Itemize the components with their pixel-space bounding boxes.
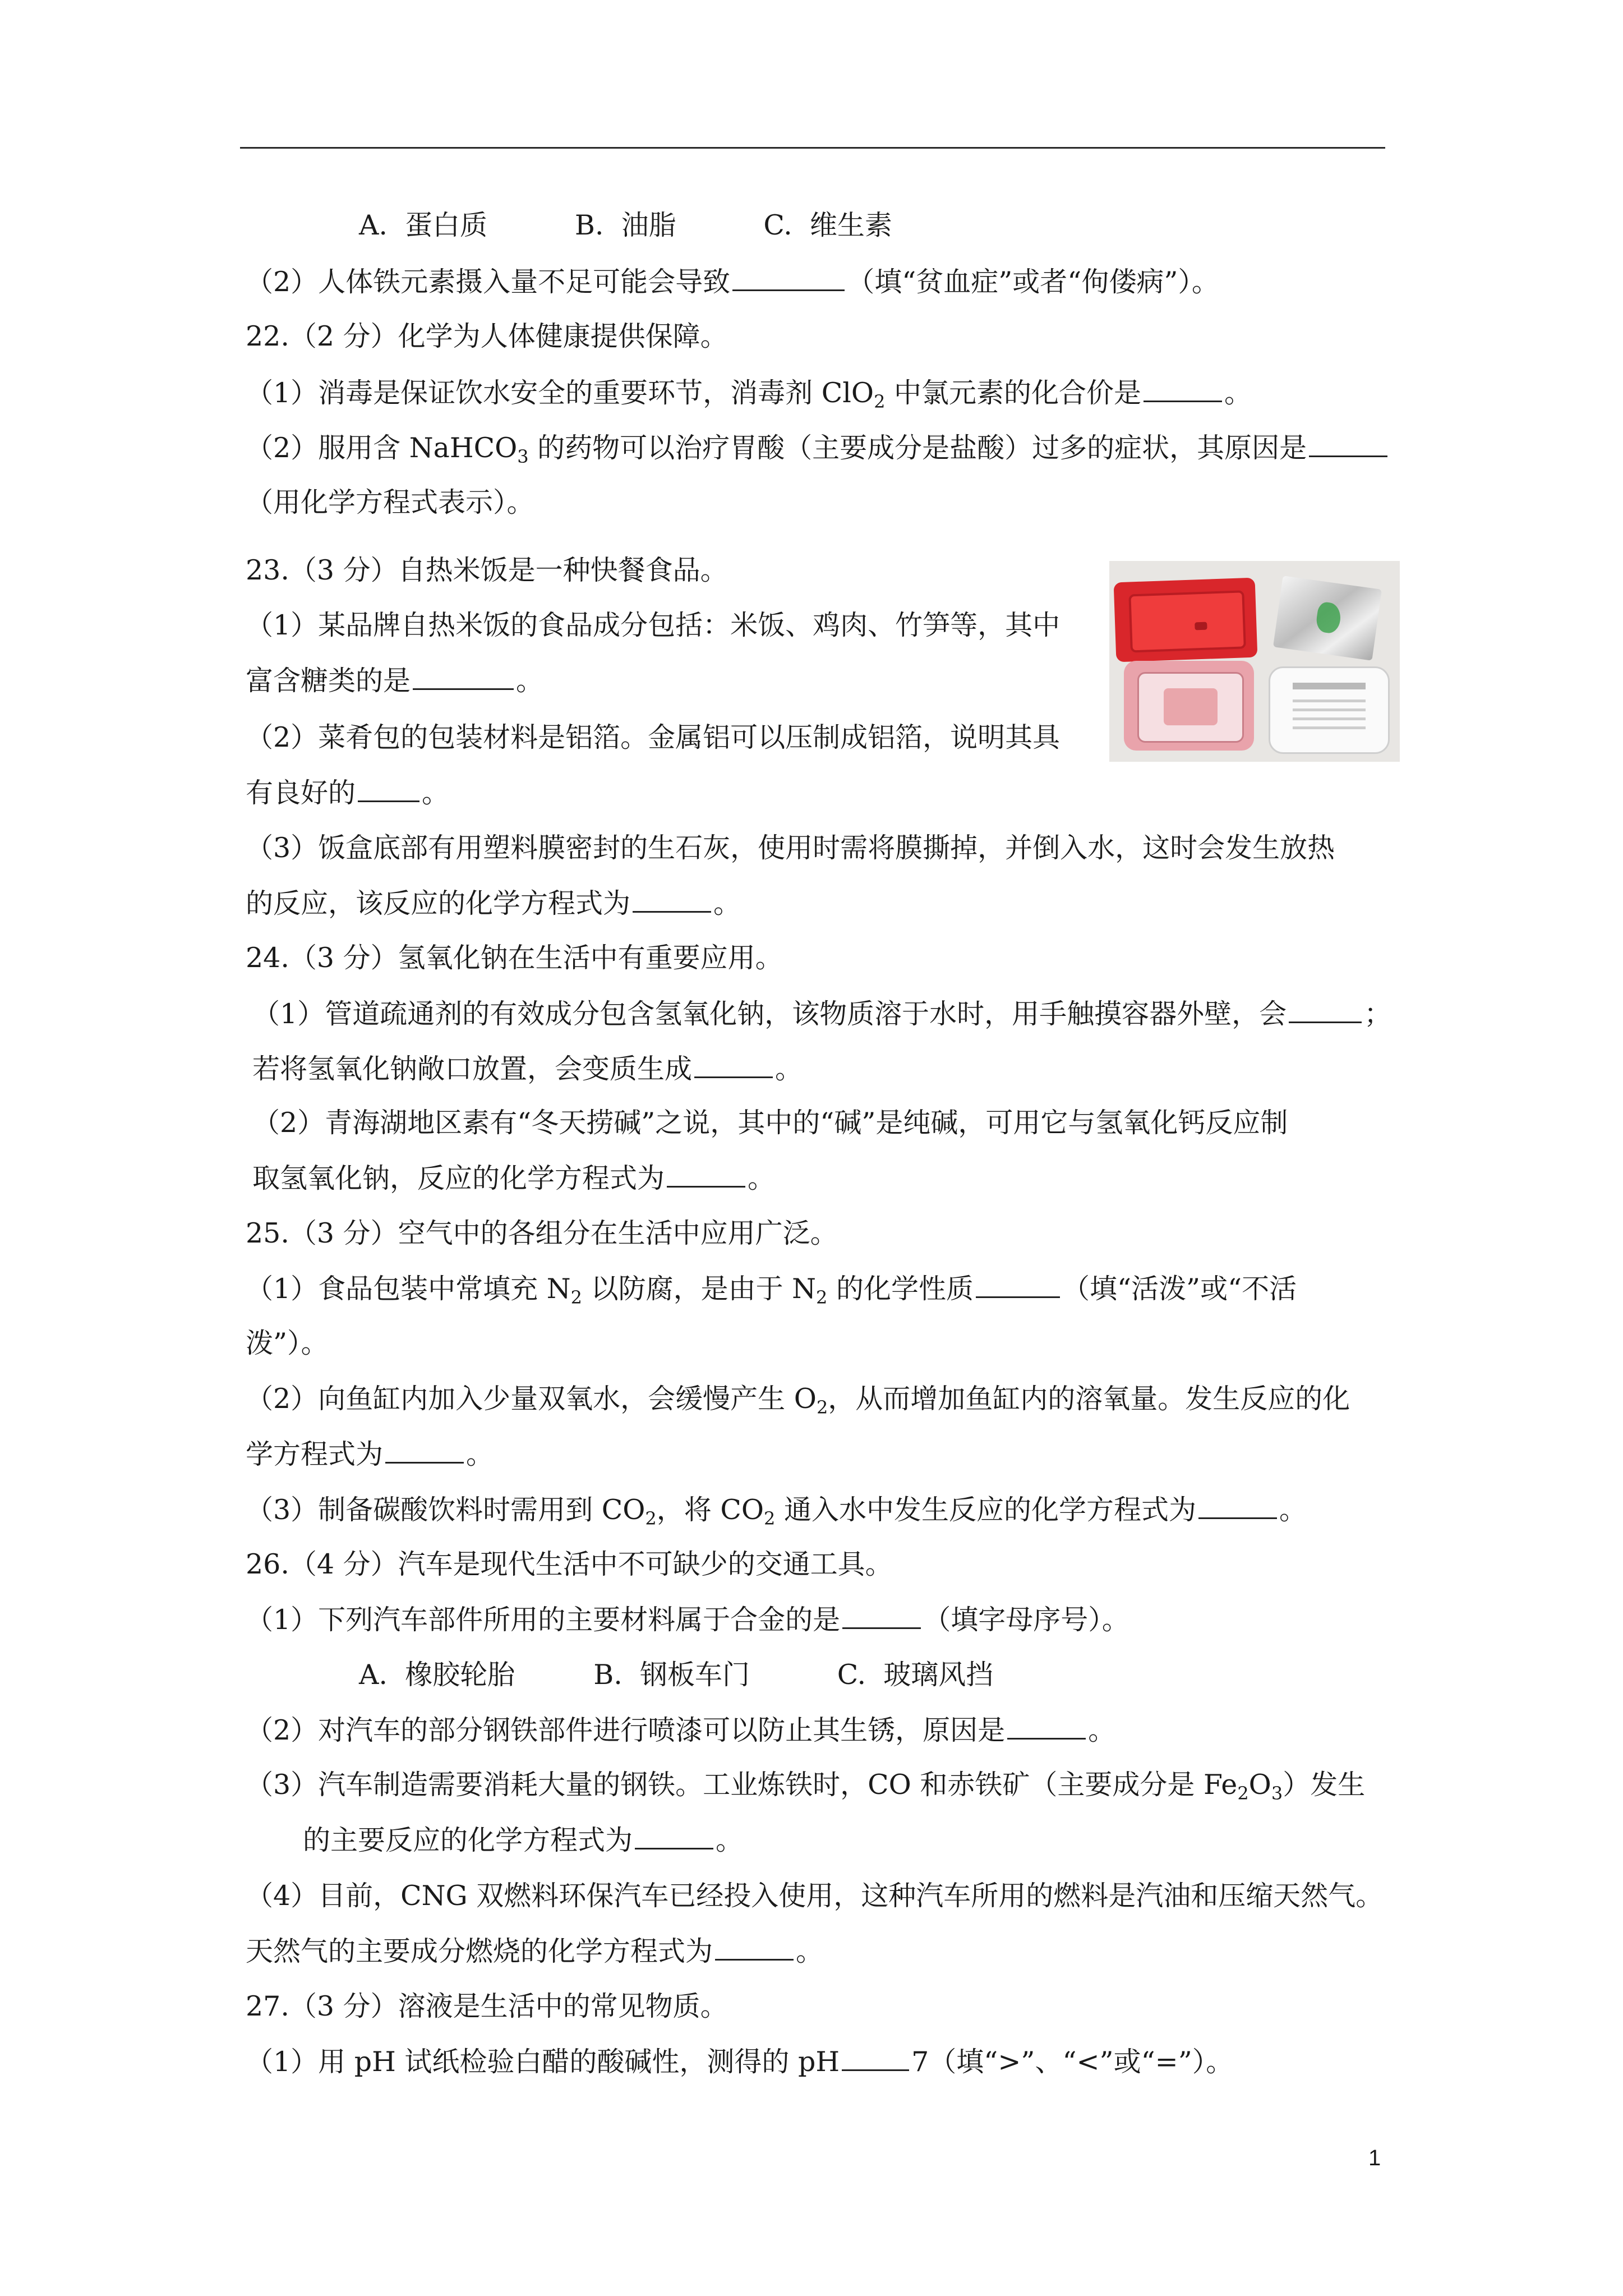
answer-blank[interactable]	[842, 2044, 909, 2071]
q23-part2-cont-text: 有良好的	[246, 777, 356, 809]
q23-part3-text: （3）饭盒底部有用塑料膜密封的生石灰，使用时需将膜撕掉，并倒入水，这时会发生放热	[246, 832, 1335, 864]
subscript: 3	[517, 446, 529, 467]
answer-blank[interactable]	[635, 1822, 713, 1849]
answer-blank[interactable]	[1289, 996, 1362, 1023]
q26-part2-text-end: 。	[1088, 1714, 1116, 1746]
q24-part2-line	[252, 1105, 1288, 1141]
q26-part2-text: （2）对汽车的部分钢铁部件进行喷漆可以防止其生锈，原因是	[246, 1714, 1006, 1746]
q21-options-line	[359, 208, 892, 243]
q25-part1-text-mid2: 的化学性质	[827, 1273, 974, 1305]
q26-part2-line	[246, 1712, 1115, 1748]
page-number: 1	[1368, 2146, 1381, 2170]
q25-heading	[246, 1216, 838, 1251]
q26-options-line	[359, 1657, 993, 1693]
subscript: 2	[874, 391, 886, 412]
q25-part2-text: （2）向鱼缸内加入少量双氧水，会缓慢产生 O	[246, 1383, 817, 1415]
q26-part3-cont-end: 。	[716, 1824, 744, 1856]
q22-part1-text-end: 。	[1224, 377, 1252, 409]
q23-part1-cont-text: 富含糖类的是	[246, 665, 411, 697]
answer-blank[interactable]	[732, 264, 845, 291]
q23-part1-line	[246, 608, 1060, 643]
q22-part1-text: （1）消毒是保证饮水安全的重要环节，消毒剂 ClO	[246, 377, 874, 409]
subscript: 2	[645, 1508, 657, 1529]
q21-part2-line	[246, 264, 1219, 300]
q26-part3-text: （3）汽车制造需要消耗大量的钢铁。工业炼铁时，CO 和赤铁矿（主要成分是 Fe	[246, 1769, 1238, 1801]
q22-part1-line	[246, 375, 1252, 411]
q21-part2-text-end: （填“贫血症”或者“佝偻病”）。	[847, 266, 1219, 298]
q26-part3-text-mid: O	[1248, 1769, 1271, 1801]
q25-part2-line	[246, 1381, 1350, 1417]
q24-part2-text: （2）青海湖地区素有“冬天捞碱”之说，其中的“碱”是纯碱，可用它与氢氧化钙反应制	[252, 1107, 1288, 1139]
answer-blank[interactable]	[358, 775, 419, 802]
q27-heading-text: 27.（3 分）溶液是生活中的常见物质。	[246, 1990, 728, 2022]
q26-heading-text: 26.（4 分）汽车是现代生活中不可缺少的交通工具。	[246, 1548, 893, 1580]
q24-part1-line	[252, 996, 1391, 1032]
q23-part2-cont-end: 。	[422, 777, 450, 809]
q26-part1-text-end: （填字母序号）。	[923, 1604, 1129, 1636]
answer-blank[interactable]	[1309, 430, 1387, 457]
q21-part2-text: （2）人体铁元素摄入量不足可能会导致	[246, 266, 731, 298]
subscript: 2	[570, 1287, 582, 1308]
q27-heading	[246, 1989, 728, 2024]
q25-part3-text: （3）制备碳酸饮料时需用到 CO	[246, 1494, 645, 1526]
q24-part1-cont-end: 。	[775, 1053, 803, 1085]
q25-part1-line	[246, 1271, 1297, 1306]
q25-heading-text: 25.（3 分）空气中的各组分在生活中应用广泛。	[246, 1217, 838, 1249]
q26-part3-text-end: ）发生	[1283, 1769, 1366, 1801]
q26-part4-cont	[246, 1933, 823, 1969]
q26-options-text: A. 橡胶轮胎 B. 钢板车门 C. 玻璃风挡	[359, 1659, 994, 1691]
q23-part1-cont	[246, 662, 543, 698]
q22-heading-text: 22.（2 分）化学为人体健康提供保障。	[246, 320, 728, 352]
q25-part1-text-mid: 以防腐，是由于 N	[582, 1273, 817, 1305]
q24-part2-cont	[252, 1160, 775, 1196]
subscript: 2	[764, 1508, 776, 1529]
q24-part2-cont-text: 取氢氧化钠，反应的化学方程式为	[252, 1162, 665, 1194]
q25-part3-text-mid: ，将 CO	[656, 1494, 764, 1526]
q26-part3-cont-text: 的主要反应的化学方程式为	[303, 1824, 633, 1856]
q26-heading	[246, 1547, 893, 1582]
q24-part1-cont-text: 若将氢氧化钠敞口放置，会变质生成	[252, 1053, 693, 1085]
q27-part1-text-end: 7（填“>”、“<”或“=”）。	[911, 2046, 1234, 2078]
red-lid	[1114, 578, 1258, 662]
q27-part1-text: （1）用 pH 试纸检验白醋的酸碱性，测得的 pH	[246, 2046, 840, 2078]
answer-blank[interactable]	[1198, 1492, 1277, 1519]
q23-heading	[246, 553, 728, 588]
q21-options-text: A. 蛋白质 B. 油脂 C. 维生素	[359, 209, 892, 241]
q25-part3-line	[246, 1492, 1307, 1527]
q26-part3-line	[246, 1767, 1365, 1803]
q23-part2-cont	[246, 775, 449, 811]
q26-part1-line	[246, 1602, 1129, 1637]
answer-blank[interactable]	[1144, 375, 1222, 402]
q26-part1-text: （1）下列汽车部件所用的主要材料属于合金的是	[246, 1604, 841, 1636]
q23-part3-cont	[246, 885, 741, 921]
q25-part1-text: （1）食品包装中常填充 N	[246, 1273, 571, 1305]
q22-part2-cont-text: （用化学方程式表示）。	[246, 486, 534, 518]
q25-part2-cont	[246, 1436, 494, 1472]
q24-part1-text-end: ；	[1364, 998, 1392, 1030]
subscript: 2	[816, 1287, 828, 1308]
q25-part1-text-end: （填“活泼”或“不活	[1062, 1273, 1297, 1305]
q22-heading	[246, 319, 728, 355]
q26-part4-line	[246, 1878, 1383, 1914]
q25-part3-text-end: 。	[1279, 1494, 1307, 1526]
subscript: 2	[816, 1397, 828, 1418]
answer-blank[interactable]	[413, 662, 514, 690]
q24-heading-text: 24.（3 分）氢氧化钠在生活中有重要应用。	[246, 942, 783, 974]
q24-part1-cont	[252, 1051, 803, 1087]
subscript: 3	[1271, 1783, 1283, 1804]
answer-blank[interactable]	[1007, 1712, 1086, 1740]
q23-part1-cont-end: 。	[516, 665, 544, 697]
q23-part2-line	[246, 720, 1060, 756]
rice-box	[1269, 666, 1390, 754]
q23-part2-text: （2）菜肴包的包装材料是铝箔。金属铝可以压制成铝箔，说明其具	[246, 721, 1061, 753]
q22-part1-text-mid: 中氯元素的化合价是	[885, 377, 1142, 409]
self-heating-rice-photo	[1109, 561, 1400, 762]
answer-blank[interactable]	[976, 1271, 1060, 1298]
answer-blank[interactable]	[633, 885, 711, 913]
q22-part2-text-mid: 的药物可以治疗胃酸（主要成分是盐酸）过多的症状，其原因是	[528, 432, 1307, 464]
answer-blank[interactable]	[385, 1436, 464, 1464]
q25-part1-cont-text: 泼”）。	[246, 1327, 329, 1359]
q26-part4-cont-end: 。	[796, 1935, 824, 1967]
subscript: 2	[1237, 1783, 1249, 1804]
answer-blank[interactable]	[715, 1933, 794, 1961]
q22-part2-line	[246, 430, 1390, 466]
answer-blank[interactable]	[842, 1602, 921, 1629]
q22-part2-cont	[246, 485, 534, 521]
q23-heading-text: 23.（3 分）自热米饭是一种快餐食品。	[246, 554, 728, 586]
q22-part2-text: （2）服用含 NaHCO	[246, 432, 518, 464]
q26-part4-cont-text: 天然气的主要成分燃烧的化学方程式为	[246, 1935, 713, 1967]
q23-part3-line	[246, 830, 1335, 866]
q24-heading	[246, 940, 783, 976]
foil-packet	[1273, 576, 1382, 661]
q24-part1-text: （1）管道疏通剂的有效成分包含氢氧化钠，该物质溶于水时，用手触摸容器外壁，会	[252, 998, 1287, 1030]
q25-part2-cont-text: 学方程式为	[246, 1438, 384, 1470]
answer-blank[interactable]	[694, 1051, 773, 1078]
answer-blank[interactable]	[667, 1160, 745, 1188]
header-rule	[240, 147, 1385, 149]
heating-tray	[1124, 661, 1254, 751]
q23-part3-cont-end: 。	[713, 887, 741, 919]
q24-part2-cont-end: 。	[748, 1162, 776, 1194]
q23-part3-cont-text: 的反应，该反应的化学方程式为	[246, 887, 631, 919]
q23-part1-text: （1）某品牌自热米饭的食品成分包括：米饭、鸡肉、竹笋等，其中	[246, 609, 1061, 641]
q26-part3-cont	[303, 1822, 743, 1858]
q25-part2-text-end: ，从而增加鱼缸内的溶氧量。发生反应的化	[828, 1383, 1350, 1415]
q25-part3-text-mid2: 通入水中发生反应的化学方程式为	[775, 1494, 1196, 1526]
q25-part1-cont	[246, 1326, 329, 1361]
q26-part4-text: （4）目前，CNG 双燃料环保汽车已经投入使用，这种汽车所用的燃料是汽油和压缩天然气。	[246, 1880, 1384, 1912]
q27-part1-line	[246, 2044, 1233, 2079]
q25-part2-cont-end: 。	[466, 1438, 494, 1470]
